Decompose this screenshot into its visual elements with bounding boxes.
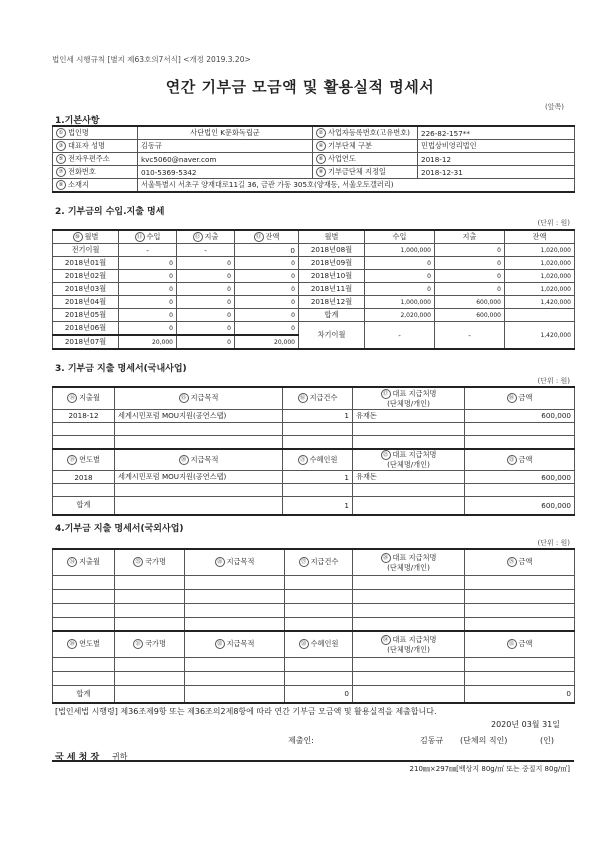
- header-expense-left: ⑫ 지출: [177, 230, 235, 244]
- header-expense-right: 지출: [435, 230, 505, 244]
- submitter-name: 김동규: [420, 736, 444, 745]
- table-row: 2018년02월 0 0 0 2018년10월 0 0 1,020,000: [53, 270, 575, 283]
- label-fiscal-year: ⑥ 사업연도: [313, 153, 418, 166]
- table-row: 2018년04월 0 0 0 2018년12월 1,000,000 600,000 1,420,000: [53, 296, 575, 309]
- paper-spec: 210㎜×297㎜[백상지 80g/㎡ 또는 중질지 80g/㎡]: [409, 765, 570, 773]
- header-purpose: ⑮ 지급목적: [115, 387, 283, 409]
- table-row: 2018 세계시민포럼 MOU지원(공연스탭) 1 유재돈 600,000: [53, 471, 575, 484]
- table-row: [53, 435, 575, 449]
- header-balance-left: ⑬ 잔액: [235, 230, 299, 244]
- value-org-type: 민법상비영리법인: [418, 140, 575, 153]
- header-amount-yearly: ㉓ 금액: [465, 449, 575, 471]
- header-overseas-beneficiaries: ㉝ 수혜인원: [285, 631, 353, 657]
- table-row: [53, 671, 575, 685]
- label-address: ⑨ 소재지: [53, 179, 138, 193]
- header-overseas-month: ㉔ 지출월: [53, 549, 115, 575]
- expense-total: 600,000: [435, 309, 505, 322]
- submission-date: 2020년 03월 31일: [491, 720, 560, 729]
- label-phone: ⑦ 전화번호: [53, 166, 138, 179]
- seal-mark: (인): [540, 736, 554, 745]
- legal-reference: 법인세 시행규칙 [별지 제63호의7서식] <개정 2019.3.20>: [52, 55, 251, 64]
- label-email: ⑤ 전자우편주소: [53, 153, 138, 166]
- page-side-note: (앞쪽): [545, 103, 564, 111]
- table-row: 2018년01월 0 0 0 2018년09월 0 0 1,020,000: [53, 257, 575, 270]
- section-income-unit: (단위 : 원): [537, 219, 570, 227]
- table-row: 2018-12 세계시민포럼 MOU지원(공연스탭) 1 유재돈 600,000: [53, 409, 575, 422]
- header-spend-month: ⑭ 지출월: [53, 387, 115, 409]
- header-overseas-payee-yearly: ㉞ 대표 지급처명 (단체명/개인): [353, 631, 465, 657]
- table-row: [53, 603, 575, 617]
- header-overseas-payee: ㉘ 대표 지급처명 (단체명/개인): [353, 549, 465, 575]
- section-overseas-unit: (단위 : 원): [537, 539, 570, 547]
- value-designation-date: 2018-12-31: [418, 166, 575, 179]
- header-country: ㉕ 국가명: [115, 549, 185, 575]
- submission-statement: [법인세법 시행령] 제36조제9항 또는 제36조의2제8항에 따라 연간 기부금 모금액 및 활용실적을 제출합니다.: [55, 707, 437, 716]
- header-year: ⑲ 연도별: [53, 449, 115, 471]
- value-email: kvc5060@naver.com: [138, 153, 313, 166]
- header-country-yearly: ㉛ 국가명: [115, 631, 185, 657]
- label-org-type: ④ 기부단체 구분: [313, 140, 418, 153]
- domestic-total-row: 합계 1 600,000: [53, 497, 575, 515]
- income-expense-table: [52, 229, 575, 350]
- header-pay-count: ⑯ 지급건수: [283, 387, 353, 409]
- header-income-left: ⑪ 수입: [119, 230, 177, 244]
- header-overseas-count: ㉗ 지급건수: [285, 549, 353, 575]
- table-row: 2018년07월 20,000 0 20,000: [53, 335, 575, 349]
- header-income-right: 수입: [365, 230, 435, 244]
- overseas-expense-table: [52, 548, 575, 704]
- header-month-right: 월별: [299, 230, 365, 244]
- table-row: [53, 589, 575, 603]
- value-address: 서울특별시 서초구 양재대로11길 36, 금관 가동 305호(양재동, 서울오토갤러리): [138, 179, 575, 193]
- table-row: [53, 617, 575, 631]
- table-row: 2018년06월 0 0 0 차기이월 - - 1,420,000: [53, 322, 575, 336]
- header-overseas-amount-yearly: ㉟ 금액: [465, 631, 575, 657]
- table-row: [53, 484, 575, 497]
- carry-forward-label: 차기이월: [299, 322, 365, 350]
- value-rep-name: 김동규: [138, 140, 313, 153]
- header-purpose-yearly: ⑳ 지급목적: [115, 449, 283, 471]
- basic-info-table: [52, 125, 575, 193]
- submitter-label: 제출인:: [288, 736, 314, 745]
- income-total-label: 합계: [299, 309, 365, 322]
- table-row: [53, 657, 575, 671]
- label-corp-name: ① 법인명: [53, 126, 138, 140]
- page-title: 연간 기부금 모금액 및 활용실적 명세서: [165, 78, 435, 96]
- label-biz-number: ② 사업자등록번호(고유번호): [313, 126, 418, 140]
- header-overseas-amount: ㉙ 금액: [465, 549, 575, 575]
- section-overseas-title: 4.기부금 지출 명세서(국외사업): [55, 524, 184, 534]
- carry-forward-income: -: [365, 322, 435, 350]
- header-payee-yearly: ㉒ 대표 지급처명 (단체명/개인): [353, 449, 465, 471]
- table-row: 2018년03월 0 0 0 2018년11월 0 0 1,020,000: [53, 283, 575, 296]
- value-fiscal-year: 2018-12: [418, 153, 575, 166]
- table-row: 전기이월 - - 0 2018년08월 1,000,000 0 1,020,000: [53, 244, 575, 257]
- value-biz-number: 226-82-157**: [418, 126, 575, 140]
- header-overseas-year: ㉚ 연도별: [53, 631, 115, 657]
- carry-forward-expense: -: [435, 322, 505, 350]
- section-domestic-unit: (단위 : 원): [537, 377, 570, 385]
- recipient-suffix: 귀하: [112, 752, 128, 761]
- header-amount: ⑱ 금액: [465, 387, 575, 409]
- carry-forward-balance: 1,420,000: [505, 322, 575, 350]
- footer-divider: [52, 760, 574, 762]
- header-overseas-purpose: ㉖ 지급목적: [185, 549, 285, 575]
- section-domestic-title: 3. 기부금 지출 명세서(국내사업): [55, 364, 187, 374]
- section-basic-title: 1.기본사항: [55, 116, 100, 126]
- submitter-role: (단체의 직인): [460, 736, 508, 745]
- table-row: [53, 575, 575, 589]
- section-income-title: 2. 기부금의 수입.지출 명세: [55, 207, 165, 217]
- overseas-total-row: 합계 0 0: [53, 685, 575, 703]
- value-phone: 010-5369-5342: [138, 166, 313, 179]
- table-row: 2018년05월 0 0 0 합계 2,020,000 600,000: [53, 309, 575, 322]
- recipient: 국 세 청 장: [55, 753, 100, 763]
- table-row: [53, 422, 575, 435]
- domestic-expense-table: [52, 386, 575, 516]
- label-designation-date: ⑧ 기부금단체 지정일: [313, 166, 418, 179]
- header-overseas-purpose-yearly: ㉜ 지급목적: [185, 631, 285, 657]
- header-beneficiaries: ㉑ 수혜인원: [283, 449, 353, 471]
- income-total: 2,020,000: [365, 309, 435, 322]
- header-balance-right: 잔액: [505, 230, 575, 244]
- label-rep-name: ③ 대표자 성명: [53, 140, 138, 153]
- value-corp-name: 사단법인 K문화독립군: [138, 126, 313, 140]
- header-month-left: ⑩ 월별: [53, 230, 119, 244]
- header-payee: ⑰ 대표 지급처명 (단체명/개인): [353, 387, 465, 409]
